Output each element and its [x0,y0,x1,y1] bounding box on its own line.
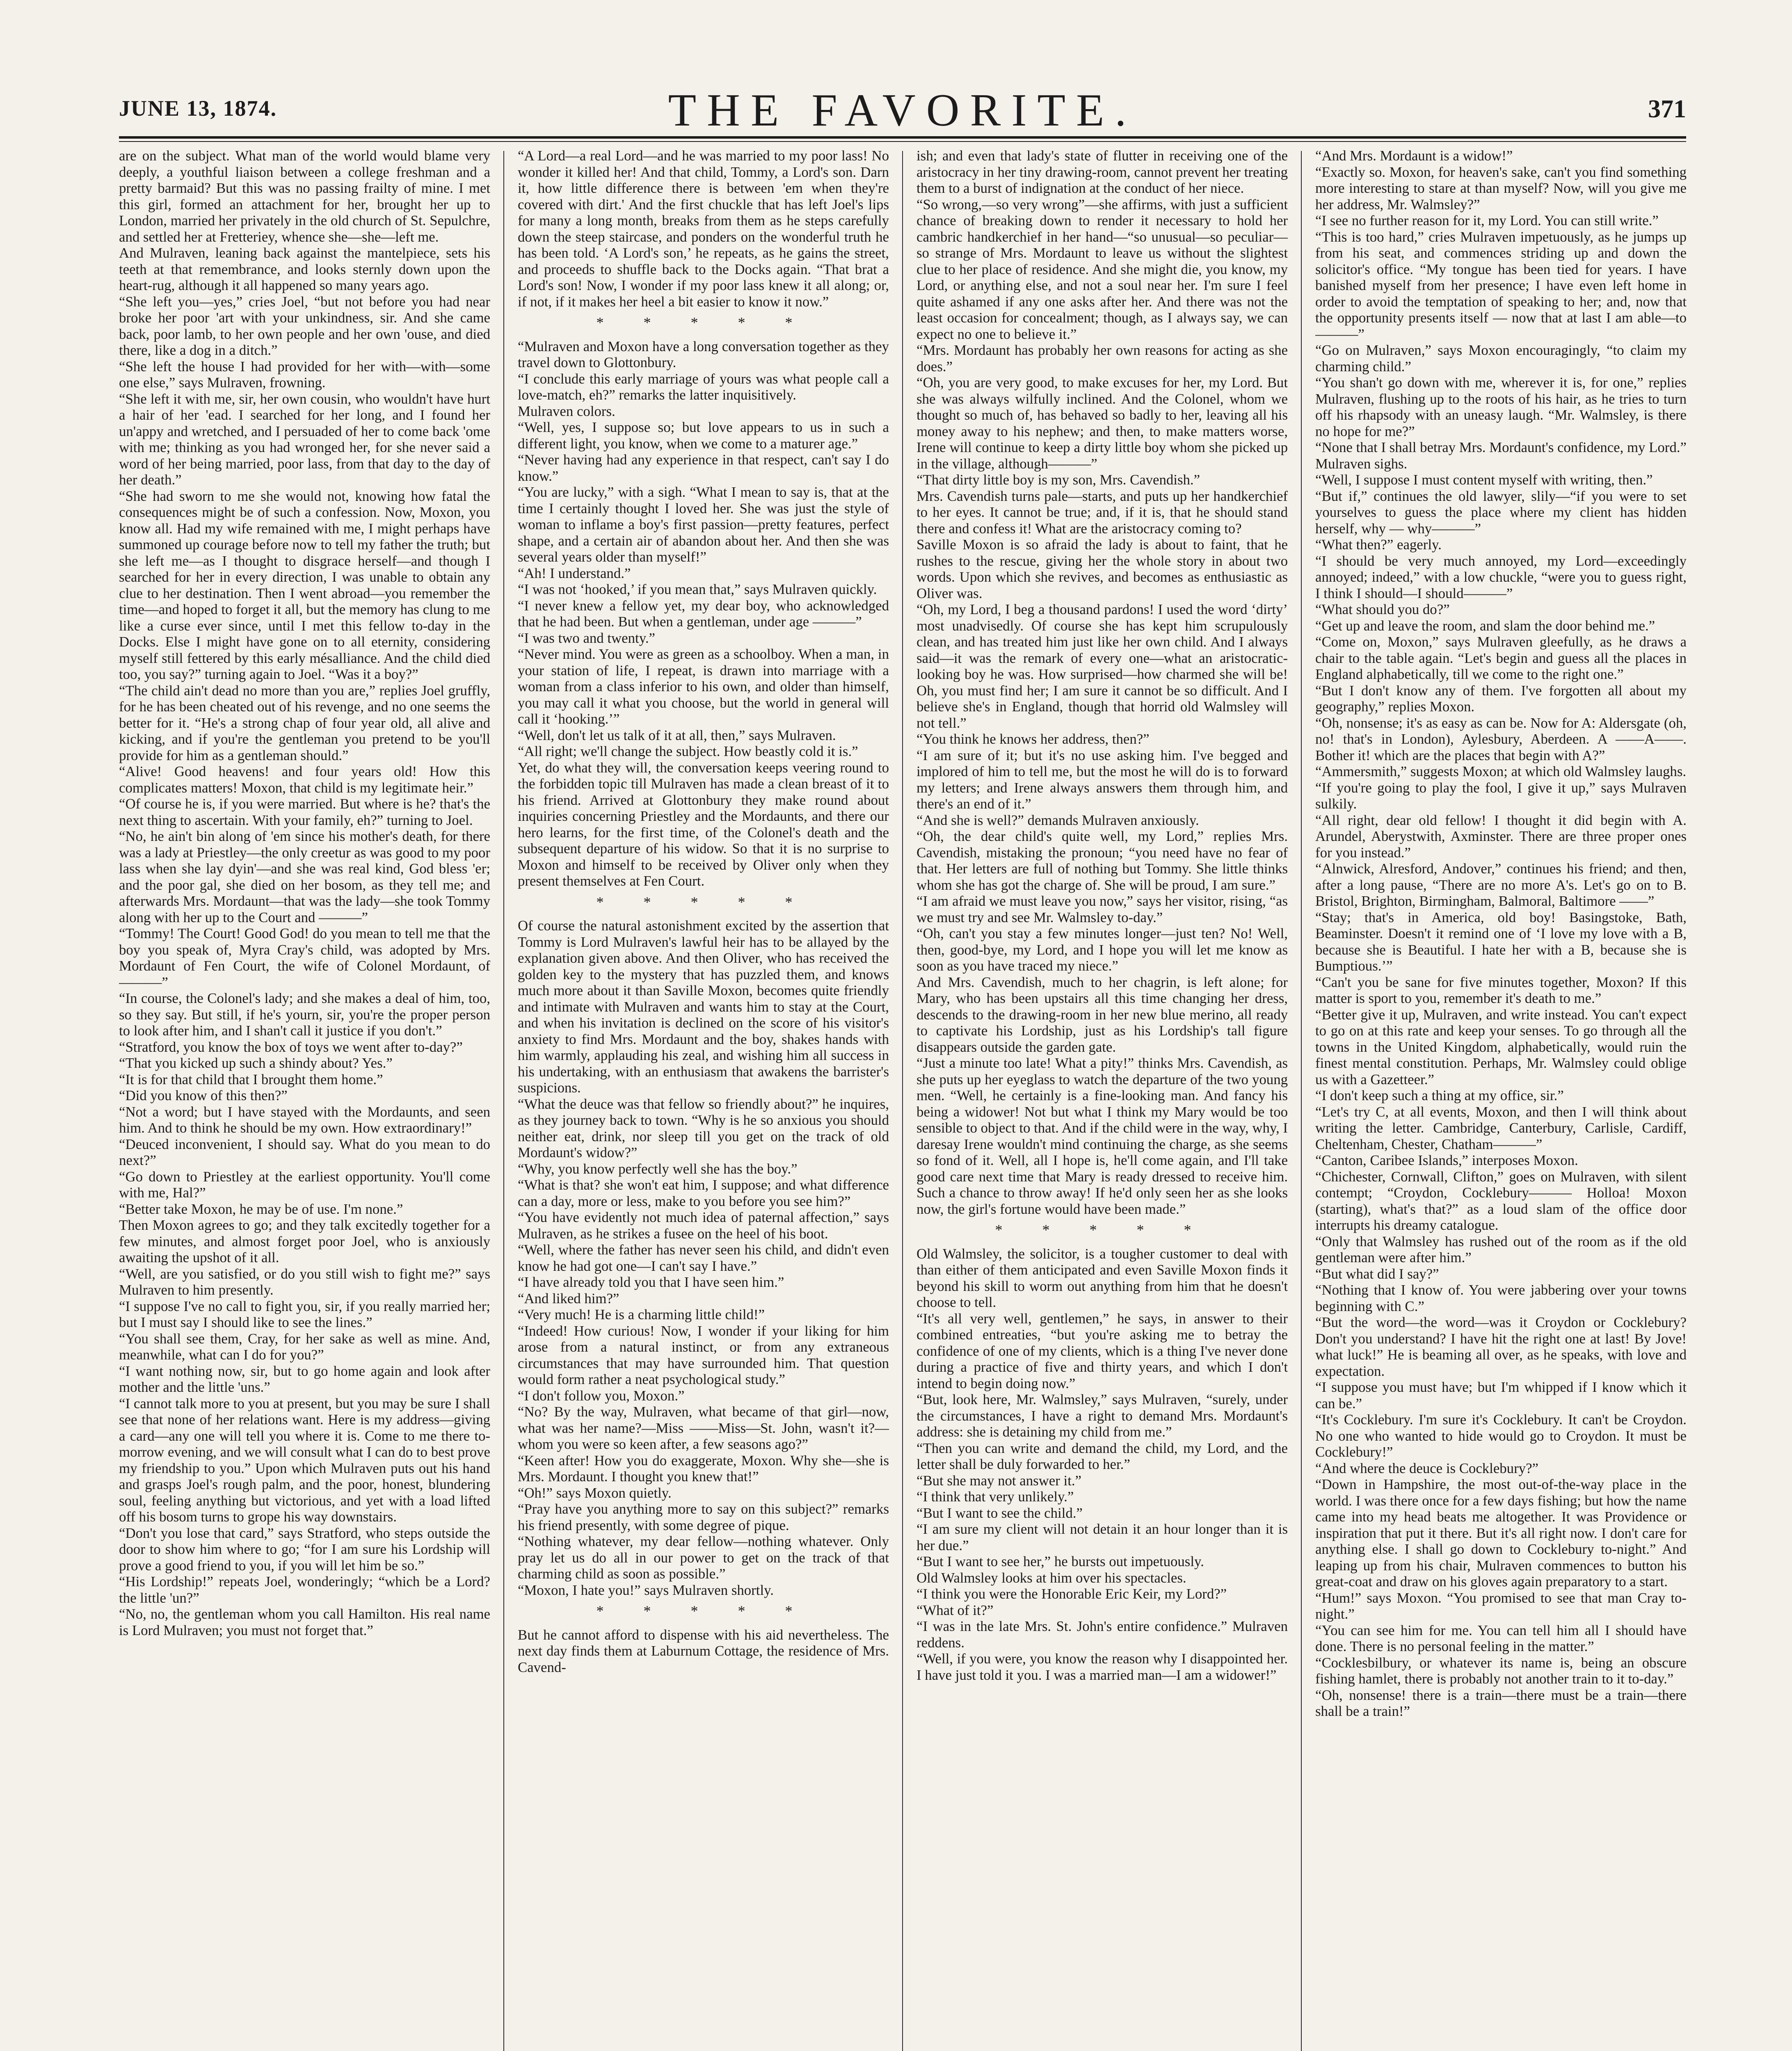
column-divider [902,151,903,2051]
paragraph: “Stratford, you know the box of toys we went after to-day?” [119,1039,463,1055]
paragraph: “The child ain't dead no more than you are,” replies Joel gruffly, for he has been cheated out of his revenge, and no one seems the better for it. “He's a strong chap of four year old, all alive and kicking, and if you're the gentleman you pretend to be you'll provide for him as a gentleman should.” [119,682,490,763]
column-divider [503,151,504,2051]
paragraph: “I never knew a fellow yet, my dear boy, who acknowledged that he had been. But when a gentleman, under age ———” [518,597,889,630]
column-1 [119,148,490,2051]
paragraph: “She left it with me, sir, her own cousin, who wouldn't have hurt a hair of her 'ead. I searched for her long, and I found her un'appy and wretched, and I persuaded of her to come back 'ome with me; thinking as you had wronged her, for she never said a word of her being married, poor lass, from that day to the day of her death.” [119,391,490,488]
paragraph: “I don't keep such a thing at my office, sir.” [1315,1087,1564,1103]
paragraph: “Well, don't let us talk of it at all, then,” says Mulraven. [518,727,836,743]
paragraph: But he cannot afford to dispense with his aid nevertheless. The next day finds them at Laburnum Cottage, the residence of Mrs. Cavend- [518,1626,889,1675]
paragraph: “Of course he is, if you were married. But where is he? that's the next thing to ascertain. With your family, eh?” turning to Joel. [119,796,490,828]
paragraph: ish; and even that lady's state of flutter in receiving one of the aristocracy in her tiny drawing-room, cannot prevent her treating them to a burst of indignation at the conduct of her niece. [917,148,1288,196]
paragraph: “Oh!” says Moxon quietly. [518,1485,672,1501]
paragraph: “Oh, nonsense; it's as easy as can be. Now for A: Aldersgate (oh, no! that's in London), Aylesbury, Aberdeen. A ——A——. Bother it! which are the places that begin with A?” [1315,715,1687,763]
masthead-title: THE FAVORITE. [668,85,1137,136]
paragraph: “I think you were the Honorable Eric Keir, my Lord?” [917,1586,1227,1602]
paragraph: “Down in Hampshire, the most out-of-the-way place in the world. I was there once for a few days fishing; but how the name came into my head beats me altogether. It was Providence or inspiration that put it there. But it's all right now. I don't care for anything else. I shall go down to Cocklebury to-night.” And leaping up from his chair, Mulraven commences to button his great-coat and draw on his gloves again preparatory to a start. [1315,1476,1687,1590]
paragraph: “But if,” continues the old lawyer, slily—“if you were to set yourselves to guess the place where my client has hidden herself, why — why———” [1315,488,1687,537]
paragraph: “I suppose you must have; but I'm whipped if I know which it can be.” [1315,1379,1687,1411]
issue-date: JUNE 13, 1874. [119,96,277,121]
paragraph: “Better take Moxon, he may be of use. I'm none.” [119,1201,403,1217]
column-3 [917,148,1288,2051]
paragraph: “I conclude this early marriage of yours was what people call a love-match, eh?” remarks the latter inquisitively. [518,370,889,403]
section-break: * * * * * [596,893,811,910]
paragraph: “Indeed! How curious! Now, I wonder if your liking for him arose from a natural instinct, or from any extraneous circumstances that may have surrounded him. That question would form rather a neat psychological study.” [518,1322,889,1387]
paragraph: “I am afraid we must leave you now,” says her visitor, rising, “as we must try and see Mr. Walmsley to-day.” [917,893,1288,925]
paragraph: “You have evidently not much idea of paternal affection,” says Mulraven, as he strikes a fusee on the heel of his boot. [518,1209,889,1242]
paragraph: “This is too hard,” cries Mulraven impetuously, as he jumps up from his seat, and commences striding up and down the solicitor's office. “My tongue has been tied for years. I have banished myself from her presence; I have even left home in order to avoid the temptation of speaking to her; and, now that the opportunity presents itself — now that at last I am able—to———” [1315,228,1687,342]
paragraph: “Well, where the father has never seen his child, and didn't even know he had got one—I can't say I have.” [518,1242,889,1274]
paragraph: “I should be very much annoyed, my Lord—exceedingly annoyed; indeed,” with a low chuckle, “were you to guess right, I think I should—I should———” [1315,553,1687,601]
paragraph: “Why, you know perfectly well she has the boy.” [518,1160,798,1177]
paragraph: “In course, the Colonel's lady; and she makes a deal of him, too, so they say. But still, if he's yourn, sir, you're the proper person to look after him, and I shan't call it justice if you don't.” [119,990,490,1039]
paragraph: “I have already told you that I have seen him.” [518,1274,784,1290]
paragraph: “It is for that child that I brought them home.” [119,1071,383,1087]
paragraph: “Well, I suppose I must content myself with writing, then.” [1315,472,1653,488]
paragraph: “I cannot talk more to you at present, but you may be sure I shall see that none of her relations want. Here is my address—giving a card—any one will tell you where it is. Come to me there to-morrow evening, and we will consult what I can do to best prove my friendship to you.” Upon which Mulraven puts out his hand and grasps Joel's rough palm, and the poor, honest, blundering soul, feeling anything but victorious, and yet with a load lifted off his bosom turns to grope his way downstairs. [119,1395,490,1525]
paragraph: And Mulraven, leaning back against the mantelpiece, sets his teeth at that remembrance, and looks sternly down upon the heart-rug, although it all happened so many years ago. [119,245,490,293]
paragraph: “Did you know of this then?” [119,1087,288,1103]
paragraph: “No? By the way, Mulraven, what became of that girl—now, what was her name?—Miss ——Miss—St. John, wasn't it?—whom you were so keen after, a few seasons ago?” [518,1404,889,1452]
paragraph: “What of it?” [917,1602,994,1618]
paragraph: “Cocklesbilbury, or whatever its name is, being an obscure fishing hamlet, there is probably not another train to it to-day.” [1315,1654,1687,1687]
paragraph: “And liked him?” [518,1290,619,1306]
paragraph: “It's Cocklebury. I'm sure it's Cocklebury. It can't be Croydon. No one who wanted to hide would go to Croydon. It must be Cocklebury!” [1315,1411,1687,1460]
paragraph: “I see no further reason for it, my Lord. You can still write.” [1315,212,1659,228]
paragraph: “Well, are you satisfied, or do you still wish to fight me?” says Mulraven to him presently. [119,1265,490,1298]
paragraph: “Mrs. Mordaunt has probably her own reasons for acting as she does.” [917,342,1288,375]
paragraph: “Exactly so. Moxon, for heaven's sake, can't you find something more interesting to stare at than myself? Now, will you give me her address, Mr. Walmsley?” [1315,164,1687,212]
paragraph: “His Lordship!” repeats Joel, wonderingly; “which be a Lord? the little 'un?” [119,1574,490,1606]
article-columns [119,148,1686,2051]
paragraph: “You think he knows her address, then?” [917,731,1150,747]
column-2 [518,148,889,2051]
section-break: * * * * * [596,1603,811,1619]
paragraph: “Not a word; but I have stayed with the Mordaunts, and seen him. And to think he should be my own. How extraordinary!” [119,1103,490,1136]
paragraph: “That you kicked up such a shindy about? Yes.” [119,1055,393,1071]
paragraph: “Pray have you anything more to say on this subject?” remarks his friend presently, with some degree of pique. [518,1501,889,1533]
paragraph: “Keen after! How you do exaggerate, Moxon. Why she—she is Mrs. Mordaunt. I thought you knew that!” [518,1452,889,1485]
paragraph: “A Lord—a real Lord—and he was married to my poor lass! No wonder it killed her! And that child, Tommy, a Lord's son. Darn it, how little difference there is between 'em when they're covered with dirt.' And the first chuckle that has left Joel's lips for many a long month, breaks from them as he steps carefully down the steep staircase, and ponders on the wonderful truth he has been told. ‘A Lord's son,’ he repeats, as he gains the street, and proceeds to shuffle back to the Docks again. “That brat a Lord's son! Now, I wonder if my poor lass knew it all along; or, if not, if it makes her heel a bit easier to know it now.” [518,148,889,310]
paragraph: “I was two and twenty.” [518,630,655,646]
paragraph: “She left you—yes,” cries Joel, “but not before you had near broke her poor 'art with your unkindness, sir. And she came back, poor lamb, to her own people and her own 'ouse, and died there, like a dog in a ditch.” [119,293,490,358]
paragraph: “You can see him for me. You can tell him all I should have done. There is no personal feeling in the matter.” [1315,1622,1687,1654]
paragraph: “Let's try C, at all events, Moxon, and then I will think about writing the letter. Cambridge, Canterbury, Carlisle, Cardiff, Cheltenham, Chester, Chatham———” [1315,1103,1687,1152]
paragraph: And Mrs. Cavendish, much to her chagrin, is left alone; for Mary, who has been upstairs all this time changing her dress, descends to the drawing-room in her new blue merino, all ready to captivate his Lordship, just as his Lordship's tall figure disappears outside the garden gate. [917,974,1288,1055]
paragraph: “I am sure my client will not detain it an hour longer than it is her due.” [917,1521,1288,1553]
paragraph: Of course the natural astonishment excited by the assertion that Tommy is Lord Mulraven's lawful heir has to be allayed by the explanation given above. And then Oliver, who has received the golden key to the mystery that has puzzled them, and knows much more about it than Saville Moxon, becomes quite friendly and intimate with Mulraven and wants him to stay at the Court, and when his invitation is declined on the score of his visitor's anxiety to find Mrs. Mordaunt and the boy, shakes hands with him warmly, applauding his zeal, and wishing him all success in his undertaking, with an enthusiasm that awakens the barrister's suspicions. [518,918,889,1096]
column-4 [1315,148,1687,2051]
paragraph: Old Walmsley looks at him over his spectacles. [917,1569,1186,1586]
paragraph: “Never mind. You were as green as a schoolboy. When a man, in your station of life, I repeat, is drawn into marriage with a woman from a class inferior to his own, and older than himself, you may call it what you choose, but the world in general will call it ‘hooking.’” [518,646,889,727]
section-break: * * * * * [596,314,811,331]
paragraph: “Ah! I understand.” [518,565,631,581]
paragraph: “Alive! Good heavens! and four years old! How this complicates matters! Moxon, that child is my legitimate heir.” [119,763,490,796]
paragraph: “Moxon, I hate you!” says Mulraven shortly. [518,1582,774,1598]
paragraph: Yet, do what they will, the conversation keeps veering round to the forbidden topic till Mulraven has made a clean breast of it to his friend. Arrived at Glottonbury they make round about inquiries concerning Priestley and the Mordaunts, and there our hero learns, for the first time, of the Colonel's death and the subsequent departure of his widow. So that it is no surprise to Moxon and himself to be received by Oliver only when they present themselves at Fen Court. [518,759,889,889]
paragraph: “But I want to see her,” he bursts out impetuously. [917,1553,1204,1569]
paragraph: “Nothing whatever, my dear fellow—nothing whatever. Only pray let us do all in our power to get on the track of that charming child as soon as possible.” [518,1533,889,1582]
paragraph: Mulraven colors. [518,403,615,419]
paragraph: “But, look here, Mr. Walmsley,” says Mulraven, “surely, under the circumstances, I have a right to demand Mrs. Mordaunt's address: she is detaining my child from me.” [917,1391,1288,1440]
paragraph: “Very much! He is a charming little child!” [518,1306,765,1322]
paragraph: “I suppose I've no call to fight you, sir, if you really married her; but I must say I should like to see the lines.” [119,1298,490,1330]
paragraph: “But what did I say?” [1315,1265,1439,1282]
paragraph: Old Walmsley, the solicitor, is a tougher customer to deal with than either of them anticipated and even Saville Moxon finds it beyond his skill to worm out anything from him that he doesn't choose to tell. [917,1245,1288,1310]
paragraph: “Hum!” says Moxon. “You promised to see that man Cray to-night.” [1315,1590,1687,1622]
paragraph: “Chichester, Cornwall, Clifton,” goes on Mulraven, with silent contempt; “Croydon, Cocklebury——— Holloa! Moxon (starting), what's that?” as a loud slam of the office door interrupts his dreamy catalogue. [1315,1168,1687,1233]
paragraph: “You shall see them, Cray, for her sake as well as mine. And, meanwhile, what can I do for you?” [119,1330,490,1363]
paragraph: “Come on, Moxon,” says Mulraven gleefully, as he draws a chair to the table again. “Let's begin and guess all the places in England alphabetically, till we come to the right one.” [1315,634,1687,682]
paragraph: Mrs. Cavendish turns pale—starts, and puts up her handkerchief to her eyes. It cannot be true; and, if it is, that he should stand there and confess it! What are the aristocracy coming to? [917,488,1288,537]
paragraph: “If you're going to play the fool, I give it up,” says Mulraven sulkily. [1315,779,1687,812]
paragraph: “And she is well?” demands Mulraven anxiously. [917,812,1199,828]
paragraph: “It's all very well, gentlemen,” he says, in answer to their combined entreaties, “but you're asking me to betray the confidence of one of my clients, which is a thing I've never done during a practice of five and thirty years, and which I don't intend to begin doing now.” [917,1310,1288,1391]
paragraph: “But I don't know any of them. I've forgotten all about my geography,” replies Moxon. [1315,682,1687,715]
paragraph: “Go on Mulraven,” says Moxon encouragingly, “to claim my charming child.” [1315,342,1687,375]
paragraph: “Deuced inconvenient, I should say. What do you mean to do next?” [119,1136,490,1168]
paragraph: “Just a minute too late! What a pity!” thinks Mrs. Cavendish, as she puts up her eyeglass to watch the departure of the two young men. “Well, he certainly is a fine-looking man. And fancy his being a widower! Not but what I think my Mary would be too sensible to object to that. And if the child were in the way, why, I daresay Irene wouldn't mind continuing the charge, as she seems so fond of it. Well, all I hope is, he'll come again, and I'll take good care next time that Mary is ready dressed to receive him. Such a chance to throw away! If he'd only seen her as she looks now, the girl's fortune would have been made.” [917,1055,1288,1217]
paragraph: “No, no, the gentleman whom you call Hamilton. His real name is Lord Mulraven; you must not forget that.” [119,1606,490,1638]
column-divider [1301,151,1302,2051]
paragraph: “I was not ‘hooked,’ if you mean that,” says Mulraven quickly. [518,581,877,597]
paragraph: “What is that? she won't eat him, I suppose; and what difference can a day, more or less, make to you before you see him?” [518,1177,889,1209]
paragraph: Mulraven sighs. [1315,455,1408,472]
paragraph: “None that I shall betray Mrs. Mordaunt's confidence, my Lord.” [1315,439,1687,455]
paragraph: “No, he ain't bin along of 'em since his mother's death, for there was a lady at Priestley—the only creetur as was good to my poor lass when she lay dyin'—and she was real kind, God bless 'er; and the poor gal, she died on her bosom, as they tell me; and afterwards Mrs. Mordaunt—that was the lady—she took Tommy along with her up to the Court and ———” [119,828,490,925]
paragraph: “Nothing that I know of. You were jabbering over your towns beginning with C.” [1315,1282,1687,1314]
paragraph: “You shan't go down with me, wherever it is, for one,” replies Mulraven, flushing up to the roots of his hair, as he tries to turn off his rhapsody with an uneasy laugh. “Mr. Walmsley, is there no hope for me?” [1315,375,1687,439]
paragraph: “I don't follow you, Moxon.” [518,1387,685,1404]
paragraph: “Tommy! The Court! Good God! do you mean to tell me that the boy you speak of, Myra Cray's child, was adopted by Mrs. Mordaunt of Fen Court, the wife of Colonel Mordaunt, of ———” [119,925,490,990]
paragraph: “Better give it up, Mulraven, and write instead. You can't expect to go on at this rate and keep your senses. To go through all the towns in the United Kingdom, alphabetically, would ruin the finest mental constitution. Perhaps, Mr. Walmsley could oblige us with a Gazetteer.” [1315,1006,1687,1087]
paragraph: “And Mrs. Mordaunt is a widow!” [1315,148,1513,164]
header-rule [119,136,1686,139]
paragraph: “All right, dear old fellow! I thought it did begin with A. Arundel, Aberystwith, Axminster. There are three proper ones for you instead.” [1315,812,1687,861]
paragraph: “Then you can write and demand the child, my Lord, and the letter shall be duly forwarded to her.” [917,1440,1288,1472]
paragraph: “She had sworn to me she would not, knowing how fatal the consequences might be of such a confession. Now, Moxon, you know all. Had my wife remained with me, I might perhaps have summoned up courage before now to tell my father the truth; but she left me—as I thought to disgrace herself—and though I searched for her in every direction, I was unable to obtain any clue to her destination. Then I went abroad—you remember the time—and hoped to forget it all, but the memory has clung to me like a curse ever since, until I met this fellow to-day in the Docks. Else I might have gone on to all eternity, considering myself still fettered by this early mésalliance. And the child died too, you say?” turning again to Joel. “Was it a boy?” [119,488,490,682]
paragraph: “Oh, can't you stay a few minutes longer—just ten? No! Well, then, good-bye, my Lord, and I hope you will let me know as soon as you have traced my niece.” [917,925,1288,974]
paragraph: “All right; we'll change the subject. How beastly cold it is.” [518,743,858,759]
paragraph: “Alnwick, Alresford, Andover,” continues his friend; and then, after a long pause, “There are no more A's. Let's go on to B. Bristol, Brighton, Birmingham, Balmoral, Baltimore ——” [1315,861,1687,909]
paragraph: Saville Moxon is so afraid the lady is about to faint, that he rushes to the rescue, giving her the whole story in about two words. Upon which she revives, and becomes as enthusiastic as Oliver was. [917,537,1288,601]
paragraph: “Oh, you are very good, to make excuses for her, my Lord. But she was always wilfully inclined. And the Colonel, whom we thought so much of, has behaved so badly to her, leaving all his money away to his nephew; and then, to make matters worse, Irene will continue to keep a dirty little boy whom she picked up in the village, although———” [917,375,1288,472]
paragraph: “I was in the late Mrs. St. John's entire confidence.” Mulraven reddens. [917,1618,1288,1651]
paragraph: “But the word—the word—was it Croydon or Cocklebury? Don't you understand? I have hit the right one at last! By Jove! what luck!” He is beaming all over, as he speaks, with love and expectation. [1315,1314,1687,1379]
paragraph: “Don't you lose that card,” says Stratford, who steps outside the door to show him where to go; “for I am sure his Lordship will prove a good friend to you, if you will let him be so.” [119,1525,490,1574]
paragraph: “What the deuce was that fellow so friendly about?” he inquires, as they journey back to town. “Why is he so anxious you should neither eat, drink, nor sleep till you get on the track of old Mordaunt's widow?” [518,1096,889,1160]
paragraph: “But she may not answer it.” [917,1472,1081,1489]
paragraph: “I am sure of it; but it's no use asking him. I've begged and implored of him to tell me, but the most he will do is to forward my letters; and Irene always answers them through him, and there's an end of it.” [917,747,1288,812]
paragraph: “Get up and leave the room, and slam the door behind me.” [1315,617,1655,634]
paragraph: “Canton, Caribee Islands,” interposes Moxon. [1315,1152,1578,1168]
paragraph: “Only that Walmsley has rushed out of the room as if the old gentleman were after him.” [1315,1233,1687,1265]
paragraph: “Well, if you were, you know the reason why I disappointed her. I have just told it you. I was a married man—I am a widower!” [917,1651,1288,1683]
paragraph: “Well, yes, I suppose so; but love appears to us in such a different light, you know, when we come to a maturer age.” [518,419,889,452]
paragraph: “That dirty little boy is my son, Mrs. Cavendish.” [917,472,1200,488]
paragraph: “Can't you be sane for five minutes together, Moxon? If this matter is sport to you, remember it's death to me.” [1315,974,1687,1006]
paragraph: “Mulraven and Moxon have a long conversation together as they travel down to Glottonbury. [518,338,889,370]
paragraph: “Oh, nonsense! there is a train—there must be a train—there shall be a train!” [1315,1687,1687,1719]
paragraph: “What should you do?” [1315,601,1450,617]
paragraph: “Go down to Priestley at the earliest opportunity. You'll come with me, Hal?” [119,1168,490,1201]
paragraph: “I want nothing now, sir, but to go home again and look after mother and the little 'uns.” [119,1363,490,1395]
paragraph: “Stay; that's in America, old boy! Basingstoke, Bath, Beaminster. Doesn't it remind one of ‘I love my love with a B, because she is Beautiful. I hate her with a B, because she is Bumptious.’” [1315,909,1687,974]
paragraph: are on the subject. What man of the world would blame very deeply, a youthful liaison between a college freshman and a pretty barmaid? But this was no passing frailty of mine. I met this girl, formed an attachment for her, brought her up to London, married her privately in the old church of St. Sepulchre, and settled her at Fretteriey, whence she—she—left me. [119,148,490,245]
paragraph: Then Moxon agrees to go; and they talk excitedly together for a few minutes, and almost forget poor Joel, who is anxiously awaiting the upshot of it all. [119,1217,490,1265]
paragraph: “So wrong,—so very wrong”—she affirms, with just a sufficient chance of breaking down to render it necessary to hold her cambric handkerchief in her hand—“so unusual—so peculiar—so strange of Mrs. Mordaunt to leave us without the slightest clue to her place of residence. And she might die, you know, my Lord, or anything else, and not a soul near her. I'm sure I feel quite ashamed if any one asks after her. And there was not the least occasion for concealment; though, as I always say, we can expect no one to believe it.” [917,196,1288,342]
paragraph: “Never having had any experience in that respect, can't say I do know.” [518,452,889,484]
paragraph: “I think that very unlikely.” [917,1489,1074,1505]
paragraph: “But I want to see the child.” [917,1505,1083,1521]
paragraph: “Ammersmith,” suggests Moxon; at which old Walmsley laughs. [1315,763,1687,779]
paragraph: “Oh, my Lord, I beg a thousand pardons! I used the word ‘dirty’ most unadvisedly. Of course she has kept him scrupulously clean, and has treated him just like her own child. And I always said—it was the remark of every one—what an aristocratic-looking boy he was. How surprised—how charmed she will be! Oh, you must find her; I am sure it cannot be so difficult. And I believe she's in England, though that horrid old Walmsley will not tell.” [917,601,1288,731]
page-header [119,84,1686,136]
paragraph: “Oh, the dear child's quite well, my Lord,” replies Mrs. Cavendish, mistaking the pronoun; “you need have no fear of that. Her letters are full of nothing but Tommy. She little thinks whom she has got the charge of. She will be proud, I am sure.” [917,828,1288,893]
header-rule-thin [119,141,1686,142]
paragraph: “And where the deuce is Cocklebury?” [1315,1460,1538,1476]
paragraph: “You are lucky,” with a sigh. “What I mean to say is, that at the time I certainly thought I loved her. She was just the style of woman to inflame a boy's first passion—pretty features, perfect shape, and a certain air of abandon about her. And then she was several years older than myself!” [518,484,889,565]
paragraph: “What then?” eagerly. [1315,537,1442,553]
page-number: 371 [1648,95,1686,123]
section-break: * * * * * [995,1222,1209,1238]
paragraph: “She left the house I had provided for her with—with—some one else,” says Mulraven, frowning. [119,358,490,391]
